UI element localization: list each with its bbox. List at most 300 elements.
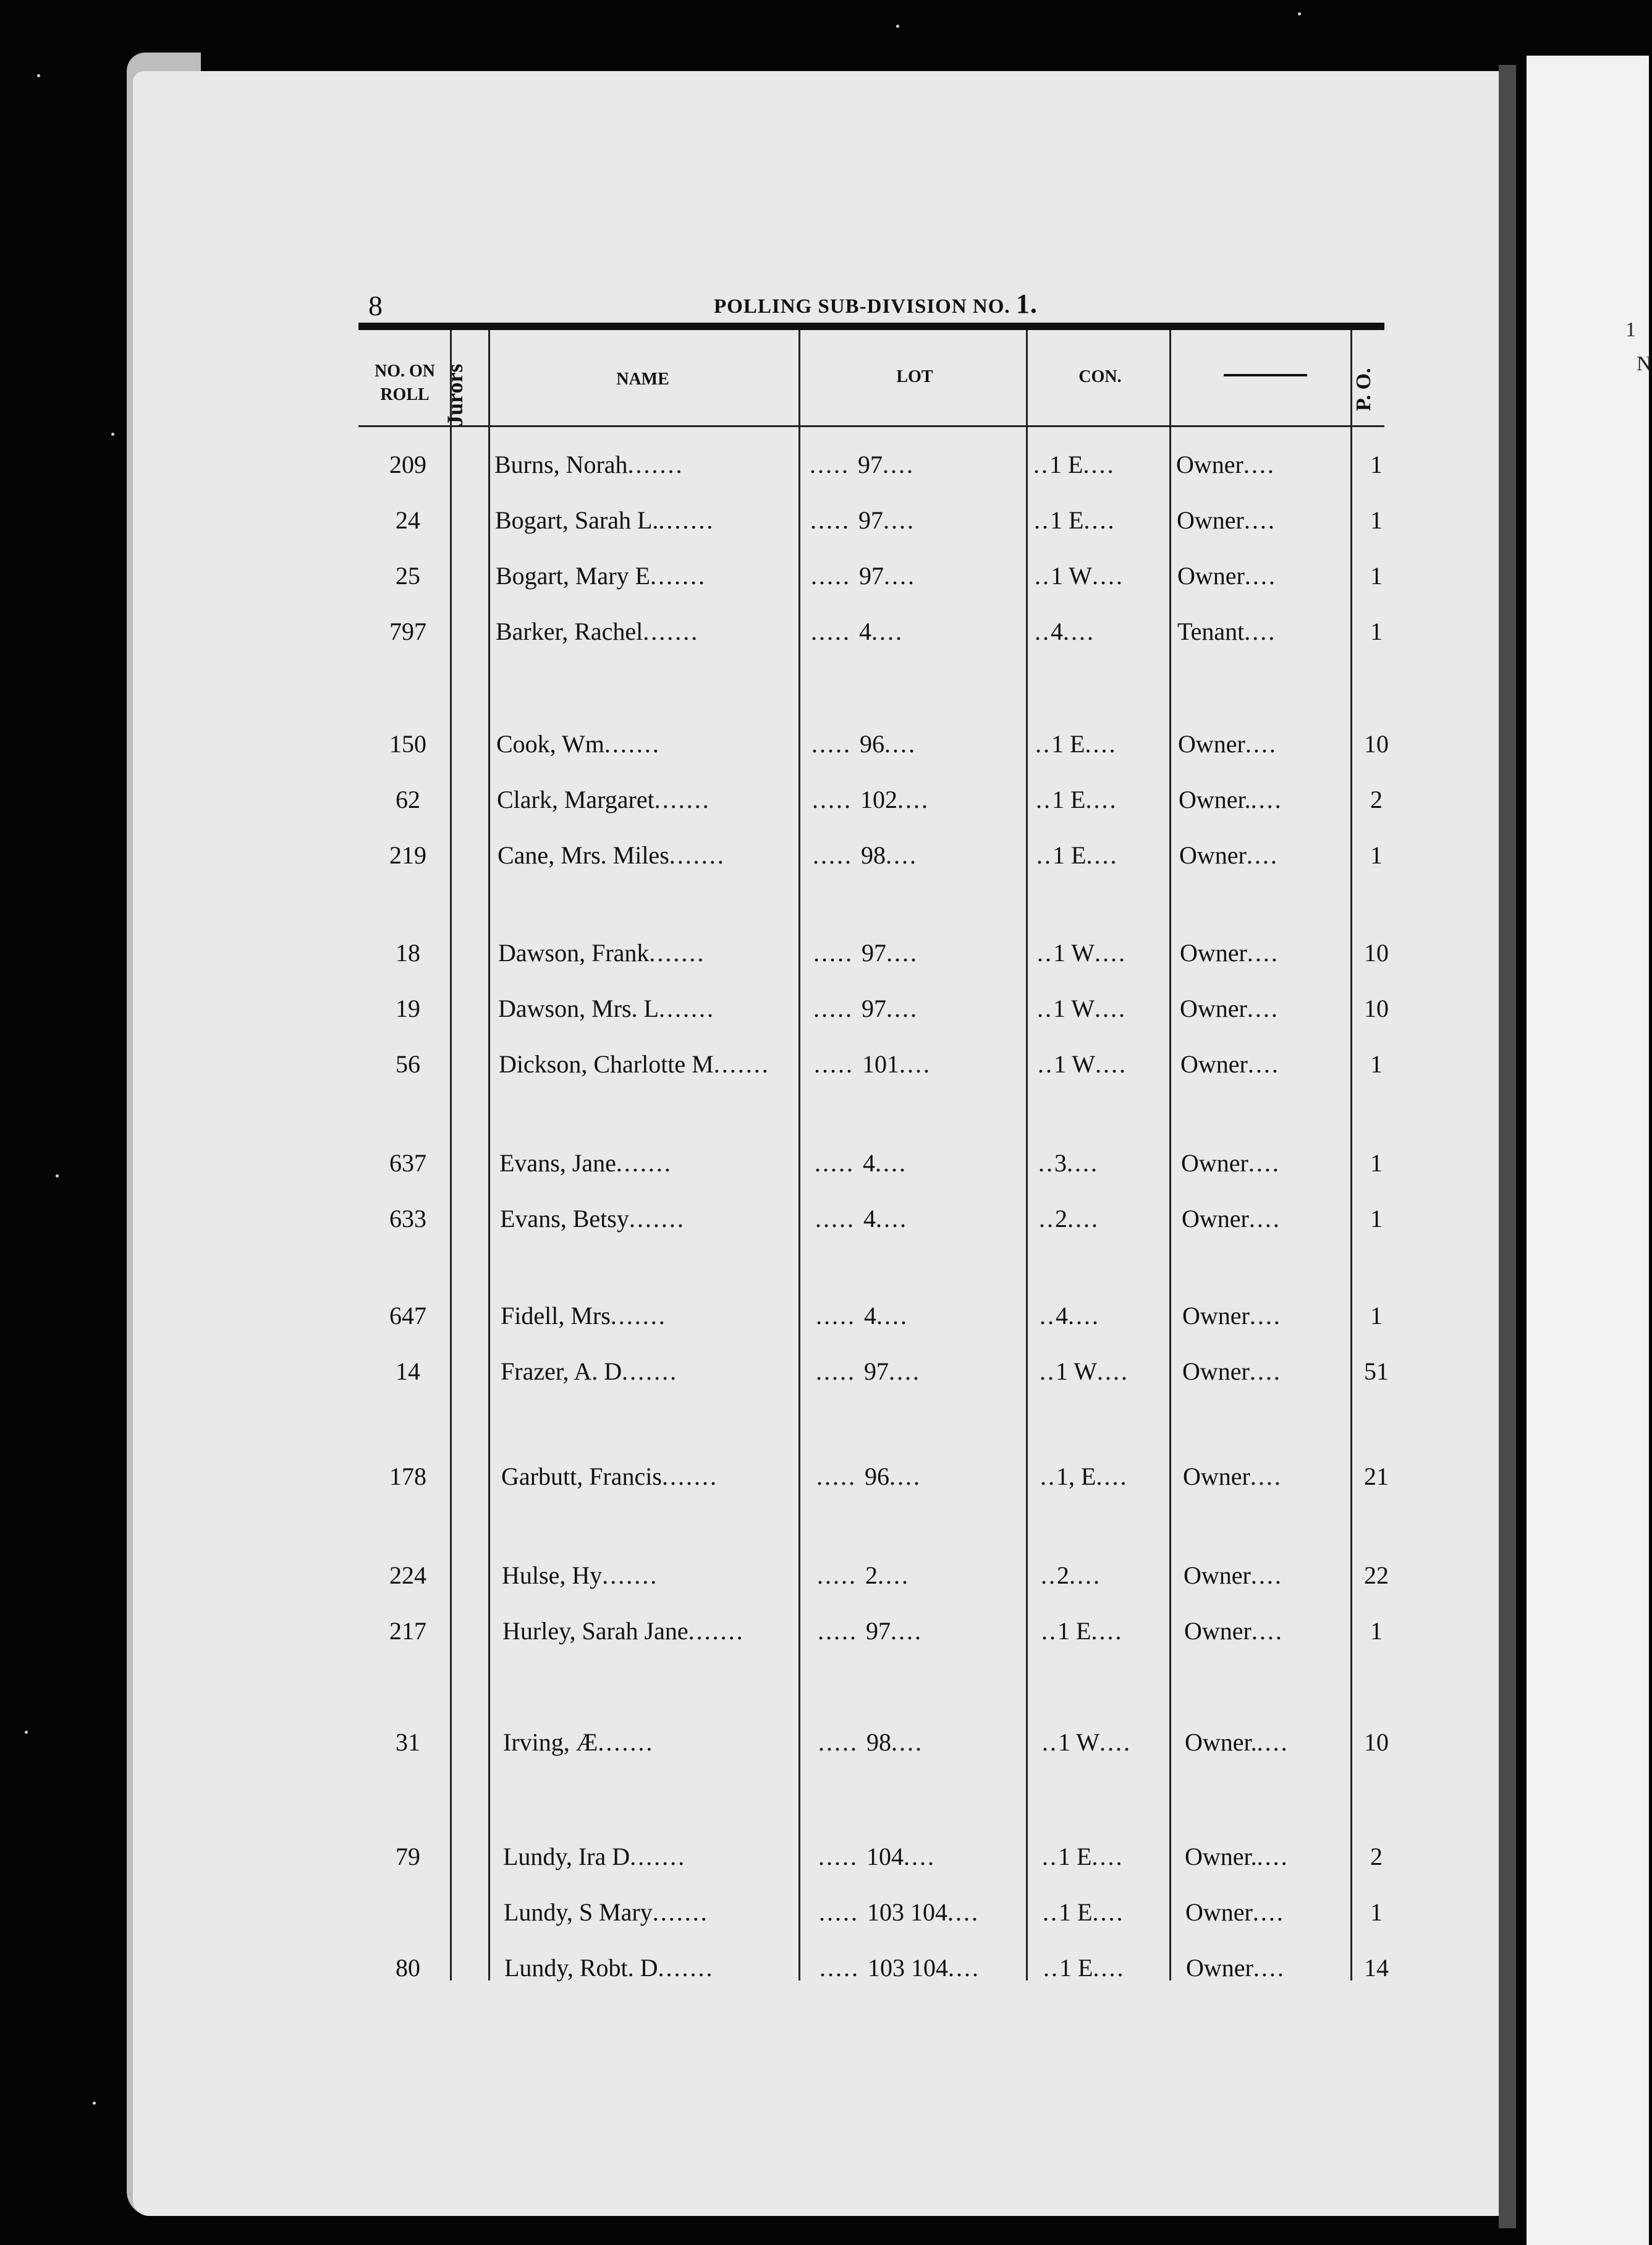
concession: 2 — [1057, 1561, 1069, 1589]
concession: 1 W — [1054, 1050, 1096, 1078]
property-status: Owner — [1184, 1561, 1251, 1589]
book-binding — [1499, 65, 1516, 2228]
post-office-cell — [1355, 1953, 1398, 1982]
voter-name: Clark, Margaret — [497, 786, 654, 813]
voter-name-cell — [498, 938, 705, 967]
voter-name: Hulse, Hy — [502, 1561, 603, 1589]
leader-dots: ..... — [816, 1462, 865, 1490]
dust-speck — [93, 2102, 96, 2105]
property-status: Owner. — [1185, 1843, 1257, 1870]
concession: 1 E — [1049, 451, 1083, 478]
voter-name-cell — [498, 841, 726, 870]
leader-dots: ....... — [629, 1205, 685, 1233]
leader-dots: .... — [1249, 1357, 1282, 1385]
lot-number: 96 — [865, 1462, 889, 1490]
voter-name-cell — [499, 1050, 770, 1079]
concession: 1 E — [1059, 1898, 1093, 1926]
leader-dots: .... — [889, 1462, 921, 1490]
page-number: 8 — [368, 290, 383, 321]
concession-cell — [1037, 994, 1127, 1023]
voter-name-cell — [500, 1204, 685, 1233]
lot-number-cell — [820, 1953, 980, 1982]
property-status: Owner — [1180, 995, 1247, 1022]
post-office: 1 — [1370, 1898, 1383, 1926]
lot-number-cell — [813, 841, 918, 870]
lot-number: 2 — [865, 1561, 878, 1589]
leader-dots: ..... — [811, 562, 859, 590]
leader-dots: ..... — [813, 939, 862, 967]
leader-dots: .... — [1092, 562, 1125, 590]
column-header-roll — [362, 362, 448, 405]
roll-number-cell — [362, 729, 454, 758]
leader-dots: ..... — [810, 451, 858, 478]
property-status: Owner — [1177, 562, 1245, 590]
leader-dots: ....... — [630, 1843, 687, 1870]
property-status-cell — [1182, 1301, 1282, 1330]
lot-number-cell — [814, 1050, 931, 1079]
leader-dots: ....... — [622, 1357, 679, 1385]
leader-dots: .... — [1086, 841, 1119, 869]
lot-number: 97 — [864, 1357, 889, 1385]
lot-number: 96 — [860, 730, 884, 758]
concession: 1 W — [1058, 1728, 1100, 1756]
property-status: Owner — [1180, 1050, 1248, 1078]
property-status-cell — [1180, 1050, 1280, 1079]
leader-dots: .. — [1040, 1357, 1056, 1385]
leader-dots: .... — [1083, 451, 1116, 478]
leader-dots: .. — [1042, 1728, 1058, 1756]
post-office: 1 — [1370, 617, 1383, 645]
leader-dots: .... — [891, 1728, 923, 1756]
leader-dots: .... — [891, 1617, 923, 1645]
voter-name: Frazer, A. D — [501, 1357, 622, 1385]
leader-dots: .... — [1083, 506, 1116, 534]
leader-dots: .. — [1042, 1843, 1058, 1870]
leader-dots: .... — [886, 841, 918, 869]
post-office-cell — [1355, 561, 1398, 590]
lot-number: 101 — [862, 1050, 899, 1078]
roll-number: 178 — [389, 1462, 426, 1490]
leader-dots: .... — [1256, 1728, 1289, 1756]
post-office-cell — [1355, 1204, 1398, 1233]
leader-dots: ..... — [814, 1050, 862, 1078]
leader-dots: .... — [1243, 506, 1276, 534]
lot-number-cell — [813, 938, 918, 967]
column-divider — [1026, 330, 1028, 1980]
leader-dots: ....... — [616, 1149, 672, 1177]
leader-dots: ..... — [810, 506, 858, 534]
roll-number: 217 — [389, 1617, 426, 1645]
leader-dots: .... — [1067, 1205, 1099, 1233]
voter-name-cell — [503, 1842, 686, 1871]
concession-cell — [1036, 785, 1117, 814]
property-status-cell — [1181, 1148, 1281, 1178]
voter-name: Cook, Wm — [496, 730, 604, 758]
leader-dots: ..... — [820, 1954, 868, 1982]
lot-number: 4 — [859, 617, 871, 645]
leader-dots: ..... — [818, 1617, 866, 1645]
leader-dots: .... — [1248, 1205, 1281, 1233]
post-office-cell — [1355, 938, 1398, 967]
leader-dots: .... — [1096, 1462, 1129, 1490]
leader-dots: .... — [886, 995, 918, 1022]
lot-number-cell — [818, 1616, 923, 1645]
leader-dots: ....... — [650, 562, 706, 590]
roll-number: 31 — [396, 1728, 420, 1756]
lot-number: 97 — [862, 995, 886, 1022]
voter-name-cell — [501, 1357, 678, 1386]
leader-dots: .. — [1040, 1302, 1056, 1330]
leader-dots: ..... — [815, 1205, 863, 1233]
leader-dots: .... — [1247, 939, 1279, 967]
concession-cell — [1040, 1357, 1129, 1386]
concession: 1, E — [1056, 1462, 1096, 1490]
concession-cell — [1036, 841, 1118, 870]
concession: 3 — [1054, 1149, 1067, 1177]
post-office-cell — [1355, 1898, 1398, 1927]
voter-name-cell — [497, 785, 711, 814]
voter-name-cell — [502, 1616, 745, 1645]
concession-cell — [1038, 1050, 1127, 1079]
leader-dots: .... — [904, 1843, 936, 1870]
property-status-cell — [1177, 561, 1277, 590]
leader-dots: .. — [1035, 617, 1051, 645]
post-office-cell — [1355, 1561, 1398, 1590]
property-status: Owner — [1182, 1302, 1250, 1330]
column-header-rule — [358, 425, 1384, 427]
concession-cell — [1043, 1898, 1124, 1927]
leader-dots: .... — [1251, 1617, 1284, 1645]
property-status: Owner — [1182, 1357, 1250, 1385]
lot-number-cell — [815, 1148, 907, 1178]
roll-number-cell — [362, 994, 454, 1023]
post-office: 2 — [1370, 786, 1383, 813]
voter-name: Evans, Jane — [499, 1149, 616, 1177]
voter-name-cell — [503, 1728, 654, 1757]
lot-number-cell — [811, 561, 916, 590]
leader-dots: .. — [1038, 1149, 1054, 1177]
leader-dots: .... — [1068, 1302, 1100, 1330]
post-office-cell — [1355, 841, 1398, 870]
leader-dots: .. — [1037, 939, 1053, 967]
leader-dots: ....... — [658, 506, 715, 534]
leader-dots: .. — [1035, 562, 1051, 590]
leader-dots: .... — [1256, 1843, 1289, 1870]
leader-dots: .... — [1085, 730, 1117, 758]
lot-number-cell — [810, 450, 915, 479]
dust-speck — [37, 74, 40, 77]
lot-number: 97 — [862, 939, 886, 967]
leader-dots: .. — [1038, 1050, 1054, 1078]
roll-number-cell — [362, 1561, 454, 1590]
lot-number-cell — [811, 729, 917, 758]
leader-dots: .... — [883, 451, 915, 478]
leader-dots: .... — [884, 730, 917, 758]
property-status: Owner — [1177, 506, 1244, 534]
post-office: 22 — [1364, 1561, 1389, 1589]
concession-cell — [1039, 1204, 1099, 1233]
lot-number: 98 — [861, 841, 886, 869]
leader-dots: ..... — [816, 1302, 864, 1330]
post-office-cell — [1355, 1050, 1398, 1079]
roll-number: 637 — [389, 1149, 426, 1177]
post-office-cell — [1355, 1842, 1398, 1871]
leader-dots: .. — [1034, 506, 1050, 534]
concession: 1 E — [1050, 506, 1084, 534]
lot-number-cell — [819, 1898, 980, 1927]
property-status-cell — [1182, 1204, 1281, 1233]
leader-dots: ....... — [598, 1728, 654, 1756]
leader-dots: .... — [1093, 1954, 1125, 1982]
roll-number: 219 — [389, 841, 426, 869]
concession: 1 W — [1056, 1357, 1098, 1385]
voter-name-cell — [504, 1953, 714, 1982]
leader-dots: ..... — [811, 617, 859, 645]
post-office: 2 — [1370, 1843, 1383, 1870]
post-office: 10 — [1364, 939, 1389, 967]
post-office: 14 — [1364, 1954, 1389, 1982]
property-status: Owner — [1176, 451, 1243, 478]
post-office: 10 — [1364, 730, 1389, 758]
lot-number: 103 104 — [867, 1898, 947, 1926]
concession: 1 W — [1053, 995, 1095, 1022]
lot-number-cell — [816, 1357, 921, 1386]
property-status-cell — [1186, 1953, 1286, 1982]
roll-number-cell — [362, 1204, 454, 1233]
roll-number: 633 — [389, 1205, 426, 1233]
leader-dots: ..... — [818, 1728, 866, 1756]
roll-number: 14 — [396, 1357, 420, 1385]
voter-name: Barker, Rachel — [496, 617, 643, 645]
leader-dots: ....... — [688, 1617, 745, 1645]
dust-speck — [56, 1174, 59, 1178]
leader-dots: .... — [897, 786, 930, 813]
roll-number: 797 — [389, 617, 426, 645]
leader-dots: .... — [1244, 617, 1277, 645]
leader-dots: ....... — [669, 841, 726, 869]
concession-cell — [1033, 450, 1115, 479]
concession-cell — [1037, 938, 1127, 967]
lot-number: 104 — [866, 1843, 904, 1870]
leader-dots: .. — [1043, 1898, 1059, 1926]
post-office-cell — [1355, 450, 1398, 479]
adjacent-page-mark: N — [1637, 352, 1652, 375]
post-office: 10 — [1364, 995, 1389, 1022]
leader-dots: .... — [1092, 1898, 1125, 1926]
concession: 1 E — [1058, 1843, 1092, 1870]
roll-number: 224 — [389, 1561, 426, 1589]
roll-number: 209 — [389, 451, 426, 478]
dust-speck — [1298, 12, 1301, 15]
voter-name-cell — [504, 1898, 709, 1927]
leader-dots: ..... — [811, 730, 860, 758]
post-office-cell — [1355, 729, 1398, 758]
leader-dots: .... — [948, 1954, 980, 1982]
leader-dots: .. — [1041, 1617, 1057, 1645]
leader-dots: .... — [886, 939, 918, 967]
roll-number-cell — [362, 1050, 454, 1079]
property-status: Owner — [1178, 730, 1245, 758]
property-status-cell — [1177, 617, 1276, 646]
voter-name: Irving, Æ — [503, 1728, 598, 1756]
post-office: 1 — [1370, 1302, 1383, 1330]
property-status-cell — [1185, 1728, 1289, 1757]
leader-dots: .... — [1091, 1843, 1124, 1870]
leader-dots: .. — [1036, 786, 1052, 813]
property-status-cell — [1179, 841, 1279, 870]
post-office: 10 — [1364, 1728, 1389, 1756]
dust-speck — [896, 25, 899, 28]
leader-dots: .... — [1067, 1149, 1099, 1177]
leader-dots: ....... — [658, 995, 715, 1022]
post-office: 51 — [1364, 1357, 1389, 1385]
lot-number: 4 — [864, 1302, 876, 1330]
concession-cell — [1042, 1842, 1124, 1871]
roll-number-cell — [362, 1357, 454, 1386]
concession-cell — [1035, 617, 1095, 646]
voter-name: Lundy, Robt. D — [504, 1954, 658, 1982]
concession: 1 E — [1059, 1954, 1093, 1982]
property-status: Owner — [1181, 1149, 1248, 1177]
leader-dots: .... — [1245, 730, 1277, 758]
leader-dots: .. — [1035, 730, 1051, 758]
roll-number: 150 — [389, 730, 426, 758]
voter-name-cell — [496, 617, 699, 646]
post-office-cell — [1355, 994, 1398, 1023]
leader-dots: ....... — [658, 1954, 714, 1982]
post-office: 1 — [1370, 451, 1383, 478]
roll-number-cell — [362, 506, 454, 535]
voter-name-cell — [498, 994, 715, 1023]
column-divider — [1350, 330, 1352, 1980]
leader-dots: ....... — [602, 1561, 659, 1589]
column-header-lot: LOT — [896, 367, 933, 386]
leader-dots: .. — [1033, 451, 1049, 478]
voter-name-cell — [495, 506, 714, 535]
leader-dots: .... — [1253, 1954, 1286, 1982]
lot-number-cell — [810, 506, 915, 535]
lot-number: 97 — [858, 451, 883, 478]
leader-dots: .... — [1069, 1561, 1101, 1589]
roll-number-cell — [362, 841, 454, 870]
voter-name: Lundy, S Mary — [504, 1898, 653, 1926]
voter-name: Garbutt, Francis — [501, 1462, 662, 1490]
voter-name: Lundy, Ira D — [503, 1843, 630, 1870]
voter-name: Dawson, Mrs. L — [498, 995, 659, 1022]
leader-dots: .... — [1095, 939, 1127, 967]
leader-dots: .... — [1252, 1898, 1285, 1926]
property-status: Owner — [1185, 1898, 1253, 1926]
concession-cell — [1042, 1728, 1132, 1757]
leader-dots: .... — [1095, 1050, 1128, 1078]
column-divider — [1169, 330, 1171, 1980]
leader-dots: .... — [1091, 1617, 1124, 1645]
property-status-cell — [1184, 1616, 1284, 1645]
page-title-number: 1. — [1015, 289, 1038, 319]
post-office-cell — [1355, 1616, 1398, 1645]
leader-dots: .... — [899, 1050, 931, 1078]
voter-name-cell — [501, 1462, 718, 1491]
concession-cell — [1041, 1561, 1101, 1590]
lot-number: 97 — [866, 1617, 891, 1645]
voter-name: Bogart, Mary E — [496, 562, 650, 590]
leader-dots: .... — [1085, 786, 1118, 813]
leader-dots: .... — [1248, 1149, 1281, 1177]
column-divider — [488, 330, 490, 1980]
leader-dots: ..... — [817, 1561, 865, 1589]
roll-number: 62 — [396, 786, 420, 813]
roll-number-cell — [362, 561, 454, 590]
roll-number-cell — [362, 450, 454, 479]
post-office: 1 — [1370, 1149, 1383, 1177]
lot-number-cell — [812, 785, 930, 814]
leader-dots: .. — [1043, 1954, 1059, 1982]
column-header-po: P. O. — [1352, 368, 1375, 411]
header-rule — [358, 323, 1384, 330]
voter-name-cell — [494, 450, 684, 479]
roll-number-cell — [362, 1148, 454, 1178]
leader-dots: .... — [876, 1302, 909, 1330]
leader-dots: ....... — [654, 786, 711, 813]
adjacent-page — [1527, 56, 1649, 2245]
roll-number-cell — [362, 938, 454, 967]
concession-cell — [1035, 561, 1124, 590]
leader-dots: .... — [1097, 1357, 1130, 1385]
post-office-cell — [1355, 1728, 1398, 1757]
leader-dots: .... — [1250, 1561, 1283, 1589]
leader-dots: .... — [1250, 1462, 1282, 1490]
lot-number-cell — [816, 1301, 909, 1330]
post-office-cell — [1355, 617, 1398, 646]
concession-cell — [1043, 1953, 1125, 1982]
post-office: 1 — [1370, 562, 1383, 590]
leader-dots: .... — [1063, 617, 1095, 645]
leader-dots: ....... — [649, 939, 706, 967]
lot-number: 103 104 — [868, 1954, 948, 1982]
leader-dots: ..... — [813, 841, 861, 869]
page-title-text: POLLING SUB-DIVISION NO. — [714, 295, 1010, 318]
property-status: Owner. — [1185, 1728, 1257, 1756]
concession: 1 E — [1052, 786, 1086, 813]
property-status-cell — [1185, 1898, 1285, 1927]
leader-dots: .... — [875, 1149, 907, 1177]
leader-dots: ..... — [818, 1843, 866, 1870]
roll-number: 79 — [396, 1843, 420, 1870]
property-status: Owner — [1184, 1617, 1252, 1645]
concession-cell — [1035, 729, 1117, 758]
lot-number-cell — [815, 1204, 908, 1233]
voter-name: Cane, Mrs. Miles — [498, 841, 669, 869]
leader-dots: .... — [1249, 1302, 1282, 1330]
leader-dots: ..... — [812, 786, 860, 813]
leader-dots: ....... — [643, 617, 700, 645]
column-header-status — [1224, 374, 1307, 376]
voter-name-cell — [496, 561, 706, 590]
property-status: Owner — [1182, 1205, 1249, 1233]
ledger-page — [133, 71, 1505, 2216]
leader-dots: .... — [1099, 1728, 1132, 1756]
leader-dots: .... — [947, 1898, 980, 1926]
lot-number: 97 — [858, 506, 883, 534]
lot-number: 98 — [866, 1728, 891, 1756]
property-status: Owner — [1186, 1954, 1253, 1982]
property-status-cell — [1180, 938, 1279, 967]
dust-speck — [25, 1731, 28, 1734]
lot-number-cell — [813, 994, 918, 1023]
leader-dots: ....... — [713, 1050, 770, 1078]
property-status-cell — [1184, 1561, 1283, 1590]
column-header-roll-line2: ROLL — [380, 385, 430, 404]
